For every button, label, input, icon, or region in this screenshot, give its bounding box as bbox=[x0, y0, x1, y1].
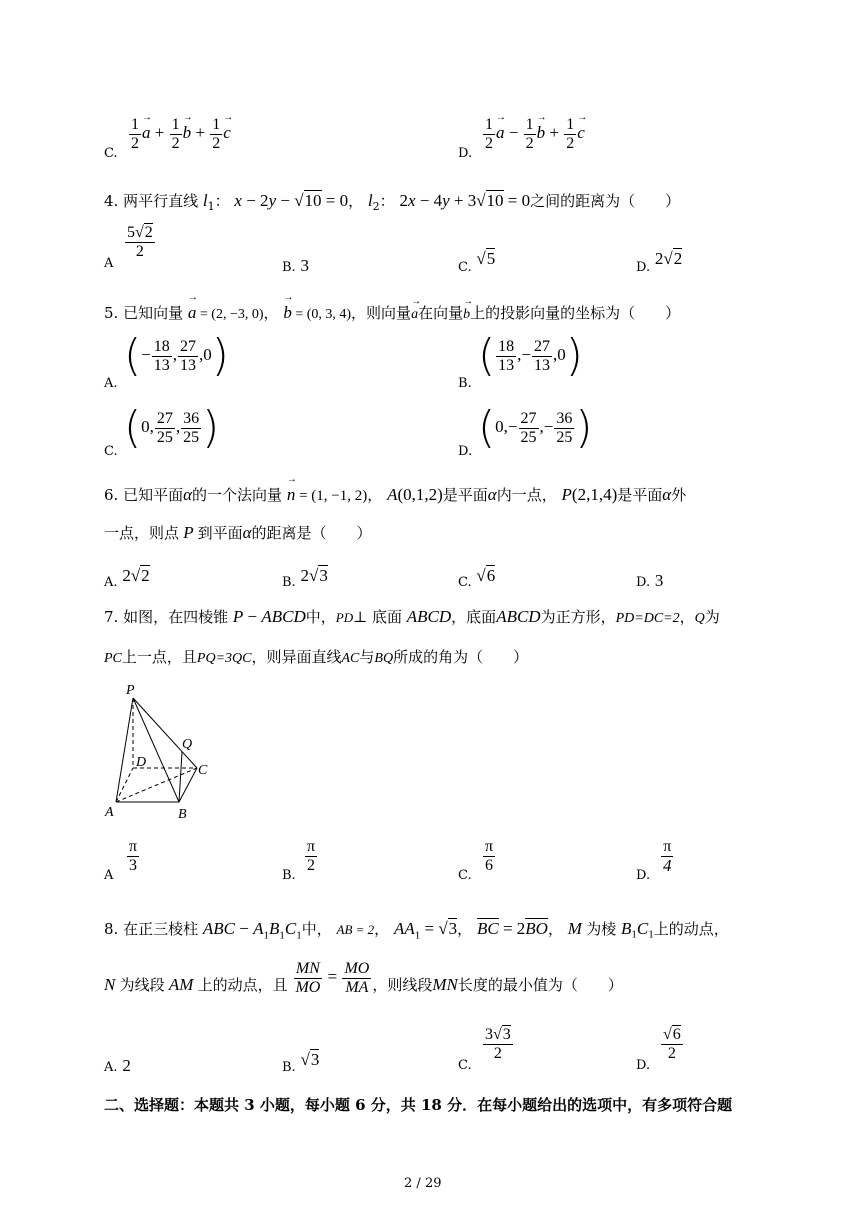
question-text: 为棱 bbox=[586, 920, 617, 938]
question-text: 到平面 bbox=[197, 524, 243, 542]
question-text: ， bbox=[457, 920, 473, 938]
question-text: 与 bbox=[359, 648, 375, 666]
q6-option-c: C. √6 bbox=[458, 566, 496, 590]
edge-pb bbox=[133, 698, 179, 802]
question-text: 为线段 bbox=[119, 976, 165, 995]
question-text: 的距离是（ ） bbox=[251, 524, 372, 542]
option-label: B. bbox=[282, 575, 296, 590]
option-label: C. bbox=[104, 444, 118, 459]
label-d: D bbox=[136, 755, 147, 770]
question-text: 在向量 bbox=[418, 304, 464, 322]
q6-option-a: A. 2√2 bbox=[104, 566, 150, 590]
question-8-line2: N 为线段 AM 上的动点，且 $\frac{MN}{MO}$ = $\frac{MO}{MA}$ ，则线段MN长度的最小值为（ ） bbox=[104, 960, 623, 996]
question-text: 两平行直线 bbox=[123, 192, 199, 210]
question-text: 外 bbox=[671, 486, 687, 504]
question-text: 中， bbox=[305, 608, 336, 626]
question-number: 8. bbox=[104, 920, 119, 938]
option-value: 2 bbox=[122, 1056, 131, 1075]
option-label: A. bbox=[104, 376, 118, 391]
option-label: A bbox=[104, 256, 114, 271]
option-label: D. bbox=[636, 260, 651, 275]
question-text: 之间的距离为（ ） bbox=[530, 192, 681, 210]
question-text: 上的动点，且 bbox=[197, 976, 288, 995]
question-text: ，底面 bbox=[451, 608, 497, 626]
label-p: P bbox=[126, 683, 135, 698]
question-text: PC bbox=[104, 651, 122, 666]
question-number: 6. bbox=[104, 486, 119, 504]
option-label: A bbox=[104, 868, 114, 883]
question-text: 上的动点， bbox=[653, 920, 729, 938]
label-c: C bbox=[198, 763, 208, 778]
question-text: 如图，在四棱锥 bbox=[123, 608, 229, 626]
option-label: D. bbox=[636, 1058, 651, 1073]
question-text: 上一点，且 bbox=[121, 648, 197, 666]
page-separator: / bbox=[416, 1176, 421, 1191]
question-text: ，则线段 bbox=[372, 976, 433, 995]
edge-bc bbox=[179, 768, 197, 802]
question-text: ， bbox=[679, 608, 695, 626]
q6-option-d bbox=[636, 571, 663, 591]
option-label: B. bbox=[282, 1060, 296, 1075]
option-label: B. bbox=[282, 260, 296, 275]
q8-option-b: B. √3 bbox=[282, 1050, 320, 1075]
question-text: AB = 2 bbox=[336, 922, 375, 937]
question-text: 所成的角为（ ） bbox=[393, 648, 529, 666]
question-text: 的一个法向量 bbox=[192, 486, 283, 504]
question-text: 是平面 bbox=[617, 486, 663, 504]
question-text: 长度的最小值为（ ） bbox=[457, 976, 623, 995]
q4-option-c: C. √5 bbox=[458, 249, 496, 275]
question-7-line2 bbox=[104, 646, 528, 667]
q4-option-d: D. 2√2 bbox=[636, 249, 683, 275]
question-text: ⊥ 底面 bbox=[353, 608, 402, 626]
question-number: 7. bbox=[104, 608, 119, 626]
question-text: 上的投影向量的坐标为（ ） bbox=[470, 304, 681, 322]
question-number: 4. bbox=[104, 192, 119, 210]
question-text: 一点，则点 bbox=[104, 524, 180, 542]
question-text: 是平面 bbox=[442, 486, 488, 504]
edge-pa bbox=[116, 698, 133, 802]
q6-option-b: B. 2√3 bbox=[282, 566, 328, 590]
page-total: 29 bbox=[424, 1176, 442, 1191]
question-text: 已知向量 bbox=[123, 304, 184, 322]
label-a: A bbox=[105, 805, 114, 820]
edge-bq bbox=[179, 752, 182, 802]
question-text: BQ bbox=[374, 651, 394, 666]
section-2-heading: 二、选择题：本题共 3 小题，每小题 6 分，共 18 分．在每小题给出的选项中，有多项符合题 bbox=[104, 1096, 733, 1114]
question-text: ， bbox=[547, 920, 563, 938]
label-b: B bbox=[178, 807, 187, 822]
question-text: PD=DC=2 bbox=[615, 611, 680, 626]
question-text: 已知平面 bbox=[123, 486, 184, 504]
question-text: ，则异面直线 bbox=[251, 648, 342, 666]
option-label: D. bbox=[458, 146, 473, 161]
option-value: 3 bbox=[654, 571, 664, 590]
option-label: B. bbox=[282, 868, 296, 883]
option-label: B. bbox=[458, 376, 472, 391]
question-6-line2: 一点，则点 P 到平面α的距离是（ ） bbox=[104, 523, 372, 542]
option-label: D. bbox=[636, 575, 651, 590]
question-4: 4. 两平行直线 $l_1$： x − 2y − √10 = 0， $l_2$： 2x − 4y + 3√10 = 0之间的距离为（ ） bbox=[104, 191, 681, 213]
question-6: 6. 已知平面α的一个法向量 → n = (1, −1, 2)， A(0,1,2)是平面α内一点， P(2,1,4)是平面α外 bbox=[104, 484, 686, 505]
question-text: 为 bbox=[704, 608, 720, 626]
page-number: 2 bbox=[404, 1176, 413, 1191]
option-label: A. bbox=[104, 1060, 118, 1075]
question-text: AC bbox=[341, 651, 360, 666]
question-text: Q bbox=[694, 611, 705, 626]
question-8: 8. 在正三棱柱 ABC − $A_1B_1C_1$中， AB = 2， $AA_1 = √3$， BC = 2BO， M 为棱 $B_1C_1$上的动点， bbox=[104, 919, 729, 942]
page-footer bbox=[404, 1176, 442, 1191]
question-text: ， bbox=[374, 920, 390, 938]
option-label: C. bbox=[458, 575, 472, 590]
q4-option-b bbox=[282, 256, 309, 276]
question-text: ， bbox=[263, 304, 279, 322]
question-text: 为正方形， bbox=[540, 608, 616, 626]
option-label: C. bbox=[458, 260, 472, 275]
q8-option-a bbox=[104, 1056, 131, 1076]
question-5: 5. 已知向量 → a = (2, −3, 0)， → b = (0, 3, 4)，则向量→ a在向量→ b上的投影向量的坐标为（ ） bbox=[104, 302, 680, 323]
option-label: D. bbox=[458, 444, 473, 459]
question-text: ，则向量 bbox=[351, 304, 412, 322]
question-text: ， bbox=[367, 486, 383, 504]
option-label: D. bbox=[636, 868, 651, 883]
question-text: 在正三棱柱 bbox=[123, 920, 199, 938]
option-label: C. bbox=[104, 146, 118, 161]
question-7: 7. 如图，在四棱锥 P − ABCD中，PD⊥ 底面 ABCD，底面ABCD为正方形，PD=DC=2，Q为 bbox=[104, 607, 720, 626]
option-label: C. bbox=[458, 868, 472, 883]
label-q: Q bbox=[182, 737, 193, 752]
question-text: PQ=3QC bbox=[196, 651, 252, 666]
option-label: C. bbox=[458, 1058, 472, 1073]
question-text: 内一点， bbox=[496, 486, 557, 504]
option-label: A. bbox=[104, 575, 118, 590]
option-value: 3 bbox=[300, 256, 309, 275]
pyramid-figure bbox=[100, 680, 230, 825]
question-number: 5. bbox=[104, 304, 119, 322]
edge-ac bbox=[116, 768, 197, 802]
question-text: 中， bbox=[301, 920, 332, 938]
